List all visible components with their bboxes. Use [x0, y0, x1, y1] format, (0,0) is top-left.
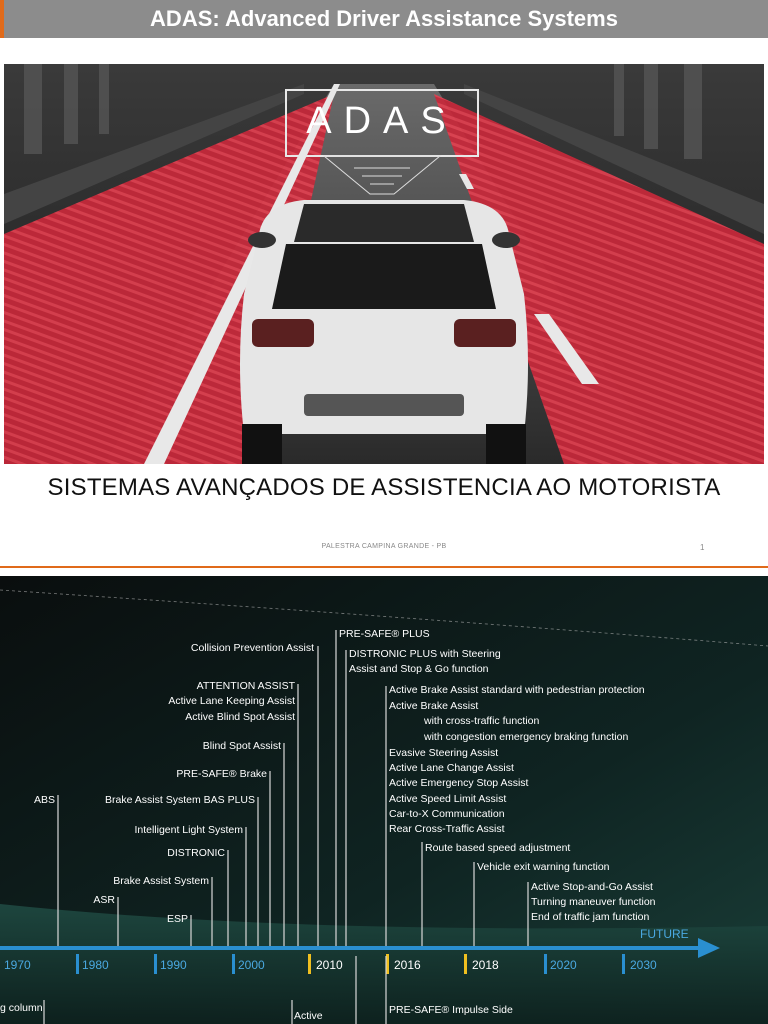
hero-image [4, 64, 764, 464]
label-blind-spot-assist: Blind Spot Assist [202, 740, 281, 752]
label-end-of-traffic-jam: End of traffic jam function [531, 911, 650, 923]
slide-subtitle: SISTEMAS AVANÇADOS DE ASSISTENCIA AO MOTORISTA [47, 474, 721, 501]
page-number: 1 [700, 543, 705, 552]
year-1990: 1990 [160, 958, 187, 972]
label-pre-safe-plus: PRE-SAFE® PLUS [339, 628, 430, 640]
label-route-speed-adjustment: Route based speed adjustment [425, 842, 571, 854]
slide-2-timeline [0, 576, 768, 1024]
label-distronic-plus-steering: DISTRONIC PLUS with Steering [349, 648, 501, 660]
year-2016: 2016 [394, 958, 421, 972]
label-distronic: DISTRONIC [167, 847, 225, 859]
label-stop-and-go: Assist and Stop & Go function [349, 663, 489, 675]
label-turning-maneuver: Turning maneuver function [531, 896, 656, 908]
label-brake-assist-system: Brake Assist System [113, 875, 209, 887]
label-evasive-steering-assist: Evasive Steering Assist [389, 747, 499, 759]
label-congestion-braking: with congestion emergency braking function [424, 731, 629, 743]
label-active-bottom: Active [294, 1010, 323, 1022]
future-label: FUTURE [640, 927, 689, 941]
label-active-lane-keeping-assist: Active Lane Keeping Assist [168, 695, 295, 707]
year-2018: 2018 [472, 958, 499, 972]
label-active-emergency-stop-assist: Active Emergency Stop Assist [389, 777, 529, 789]
hero-label: ADAS [306, 100, 458, 142]
label-cross-traffic-function: with cross-traffic function [424, 715, 540, 727]
label-brake-assist-system-bas-plus: Brake Assist System BAS PLUS [105, 794, 255, 806]
label-asr: ASR [93, 894, 115, 906]
label-active-speed-limit-assist: Active Speed Limit Assist [389, 793, 507, 805]
title-bar [0, 0, 768, 38]
year-1980: 1980 [82, 958, 109, 972]
label-active-stop-and-go-assist: Active Stop-and-Go Assist [531, 881, 653, 893]
year-2020: 2020 [550, 958, 577, 972]
label-active-brake-assist-pedestrian: Active Brake Assist standard with pedestrian protection [389, 684, 645, 696]
label-intelligent-light-system: Intelligent Light System [134, 824, 243, 836]
slide-divider [0, 566, 768, 568]
label-car-to-x: Car-to-X Communication [389, 808, 505, 820]
label-active-brake-assist: Active Brake Assist [389, 700, 479, 712]
label-pre-safe-brake: PRE-SAFE® Brake [176, 768, 267, 780]
label-steering-column: g column [0, 1002, 43, 1014]
label-esp: ESP [166, 913, 188, 925]
year-2010: 2010 [316, 958, 343, 972]
label-vehicle-exit-warning: Vehicle exit warning function [477, 861, 610, 873]
label-active-blind-spot-assist: Active Blind Spot Assist [185, 711, 295, 723]
label-active-lane-change-assist: Active Lane Change Assist [389, 762, 514, 774]
label-abs: ABS [33, 794, 55, 806]
year-1970: 1970 [4, 958, 31, 972]
label-pre-safe-impulse-side: PRE-SAFE® Impulse Side [389, 1004, 513, 1016]
label-collision-prevention-assist: Collision Prevention Assist [190, 642, 314, 654]
year-2030: 2030 [630, 958, 657, 972]
label-attention-assist: ATTENTION ASSIST [196, 680, 295, 692]
slide-title: ADAS: Advanced Driver Assistance Systems [150, 6, 618, 31]
year-2000: 2000 [238, 958, 265, 972]
label-rear-cross-traffic-assist: Rear Cross-Traffic Assist [389, 823, 505, 835]
slide-footer: PALESTRA CAMPINA GRANDE - PB [321, 543, 447, 550]
